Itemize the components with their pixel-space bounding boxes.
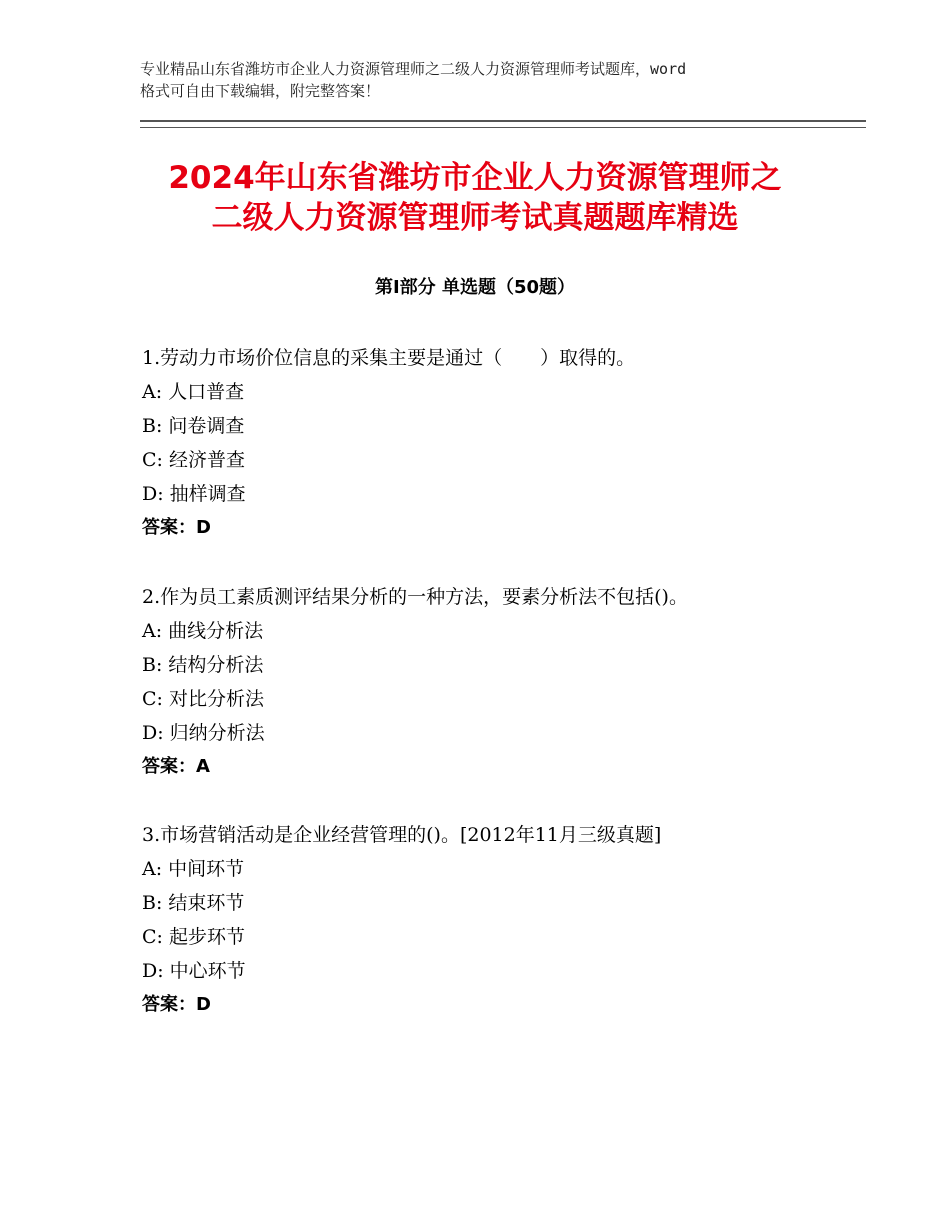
document-title [100, 158, 850, 238]
answer-label: 答案：D [142, 994, 211, 1015]
question-2 [142, 580, 862, 784]
option-d: D: 归纳分析法 [142, 722, 265, 744]
option-a: A: 人口普查 [142, 381, 245, 403]
header-note [140, 58, 840, 102]
option-b: B: 问卷调查 [142, 415, 245, 437]
question-1 [142, 341, 862, 545]
question-text: 3.市场营销活动是企业经营管理的()。[2012年11月三级真题] [142, 824, 662, 846]
answer-label: 答案：A [142, 756, 210, 777]
option-a: A: 中间环节 [142, 858, 245, 880]
document-title-line: 二级人力资源管理师考试真题题库精选 [211, 200, 739, 236]
option-b: B: 结束环节 [142, 892, 245, 914]
question-text: 2.作为员工素质测评结果分析的一种方法，要素分析法不包括()。 [142, 586, 688, 608]
header-divider [140, 120, 866, 128]
section-heading: 第Ⅰ部分 单选题（50题） [374, 277, 575, 298]
document-title-line: 2024年山东省潍坊市企业人力资源管理师之 [168, 160, 782, 196]
option-c: C: 经济普查 [142, 449, 245, 471]
answer-label: 答案：D [142, 517, 211, 538]
option-c: C: 对比分析法 [142, 688, 264, 710]
question-text: 1.劳动力市场价位信息的采集主要是通过（ ）取得的。 [142, 347, 636, 369]
option-a: A: 曲线分析法 [142, 620, 264, 642]
option-d: D: 抽样调查 [142, 483, 246, 505]
option-c: C: 起步环节 [142, 926, 245, 948]
header-note-line: 专业精品山东省潍坊市企业人力资源管理师之二级人力资源管理师考试题库，word [140, 60, 687, 78]
option-b: B: 结构分析法 [142, 654, 264, 676]
question-3 [142, 818, 862, 1022]
header-note-line: 格式可自由下载编辑，附完整答案！ [140, 82, 381, 100]
option-d: D: 中心环节 [142, 960, 246, 982]
